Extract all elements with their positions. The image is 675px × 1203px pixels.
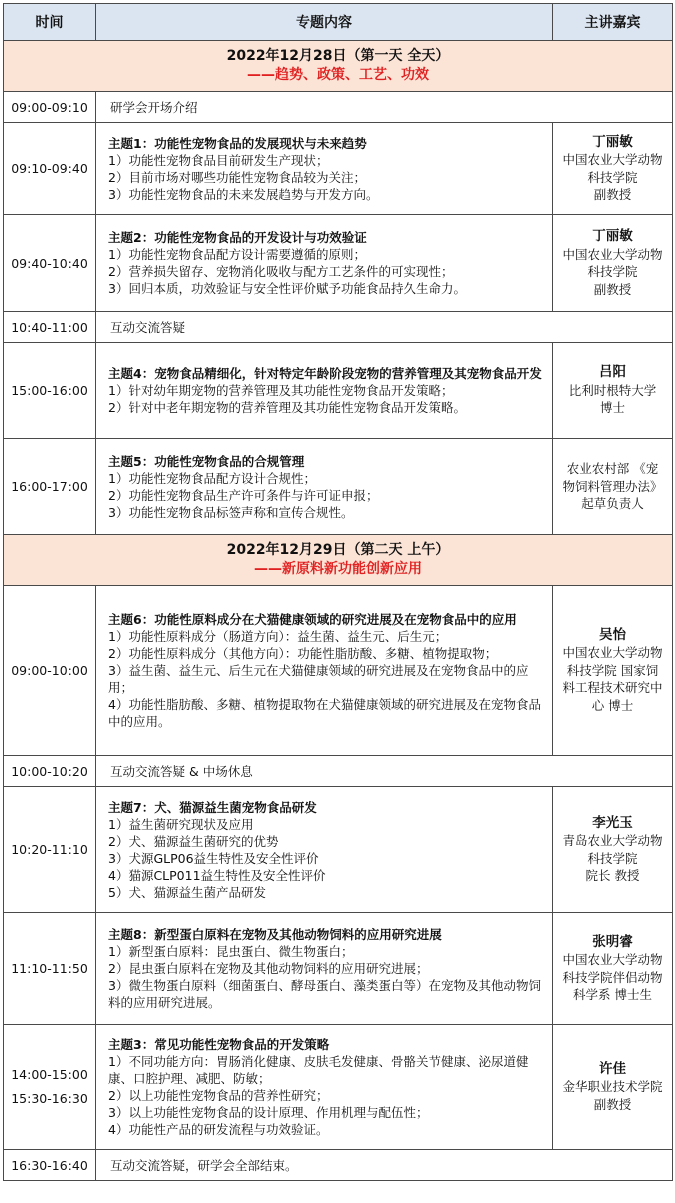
speaker-line: 科技学院伴侣动物 — [562, 969, 663, 985]
topic-title: 主题6：功能性原料成分在犬猫健康领域的研究进展及在宠物食品中的应用 — [108, 612, 517, 627]
speaker-line: 副教授 — [593, 187, 632, 202]
session-row — [4, 1150, 673, 1181]
session-row — [4, 343, 673, 439]
day1-banner — [4, 41, 673, 92]
day1-date: 2022年12月28日（第一天 全天） — [226, 48, 450, 64]
session-row — [4, 1025, 673, 1150]
session-time: 10:00-10:20 — [4, 756, 96, 787]
speaker-line: 物饲料管理办法》 — [562, 478, 663, 494]
agenda-table — [3, 3, 673, 1181]
topic-title: 主题3：常见功能性宠物食品的开发策略 — [108, 1037, 330, 1052]
session-row — [4, 312, 673, 343]
topic-item: 2）针对中老年期宠物的营养管理及其功能性宠物食品开发策略。 — [108, 400, 466, 415]
session-time: 09:40-10:40 — [4, 215, 96, 312]
speaker-cell — [553, 913, 673, 1025]
speaker-cell — [553, 1025, 673, 1150]
speaker-cell — [553, 586, 673, 756]
topic-item: 2）犬、猫源益生菌研究的优势 — [108, 833, 279, 849]
speaker-name: 丁丽敏 — [592, 133, 633, 150]
session-row — [4, 586, 673, 756]
topic-item: 3）回归本质，功效验证与安全性评价赋予功能食品持久生命力。 — [108, 281, 466, 296]
speaker-cell — [553, 215, 673, 312]
speaker-cell — [553, 343, 673, 439]
session-desc: 互动交流答疑 — [96, 312, 673, 343]
speaker-line: 中国农业大学动物 — [562, 645, 663, 661]
topic-cell — [96, 215, 553, 312]
speaker-name: 丁丽敏 — [592, 228, 633, 244]
speaker-line: 科技学院 — [587, 169, 638, 185]
topic-item: 4）功能性产品的研发流程与功效验证。 — [108, 1122, 329, 1137]
speaker-cell — [553, 439, 673, 535]
topic-item: 1）功能性宠物食品配方设计合规性； — [108, 470, 316, 486]
topic-cell — [96, 787, 553, 913]
topic-item: 4）功能性脂肪酸、多糖、植物提取物在犬猫健康领域的研究进展及在宠物食品中的应用。 — [108, 697, 541, 729]
topic-item: 1）功能性宠物食品配方设计需要遵循的原则； — [108, 247, 366, 262]
speaker-name: 张明睿 — [592, 933, 633, 950]
speaker-line: 科技学院 国家饲 — [566, 662, 659, 678]
topic-item: 2）目前市场对哪些功能性宠物食品较为关注； — [108, 169, 366, 185]
session-time: 15:30-16:30 — [11, 1091, 88, 1106]
topic-item: 1）不同功能方向：胃肠消化健康、皮肤毛发健康、骨骼关节健康、泌尿道健康、口腔护理、减肥、防敏； — [108, 1054, 529, 1086]
session-time: 09:00-09:10 — [4, 92, 96, 123]
topic-item: 3）以上功能性宠物食品的设计原理、作用机理与配伍性； — [108, 1105, 429, 1120]
topic-item: 3）功能性宠物食品的未来发展趋势与开发方向。 — [108, 186, 379, 202]
header-content: 专题内容 — [96, 4, 553, 41]
topic-title: 主题7：犬、猫源益生菌宠物食品研发 — [108, 799, 317, 815]
topic-cell — [96, 439, 553, 535]
speaker-line: 心 博士 — [591, 697, 634, 713]
topic-item: 2）昆虫蛋白原料在宠物及其他动物饲料的应用研究进展； — [108, 961, 429, 976]
topic-item: 4）猫源CLP011益生特性及安全性评价 — [108, 867, 326, 883]
topic-item: 1）益生菌研究现状及应用 — [108, 816, 254, 832]
session-desc: 互动交流答疑 & 中场休息 — [96, 756, 673, 787]
topic-cell — [96, 913, 553, 1025]
speaker-name: 李光玉 — [592, 814, 633, 831]
day1-theme: ——趋势、政策、工艺、功效 — [247, 67, 429, 83]
session-time: 09:10-09:40 — [4, 123, 96, 215]
session-row — [4, 123, 673, 215]
speaker-line: 中国农业大学动物 — [562, 152, 663, 167]
speaker-line: 料工程技术研究中 — [562, 680, 663, 696]
speaker-name: 吕阳 — [599, 364, 626, 381]
topic-item: 1）新型蛋白原料：昆虫蛋白、微生物蛋白； — [108, 944, 354, 959]
session-time-cell — [4, 1025, 96, 1150]
session-time: 16:00-17:00 — [4, 439, 96, 535]
topic-item: 1）功能性原料成分（肠道方向）：益生菌、益生元、后生元； — [108, 629, 448, 644]
speaker-line: 博士 — [599, 400, 625, 416]
speaker-cell — [553, 787, 673, 913]
topic-title: 主题8：新型蛋白原料在宠物及其他动物饲料的应用研究进展 — [108, 927, 442, 942]
session-row — [4, 215, 673, 312]
topic-title: 主题5：功能性宠物食品的合规管理 — [108, 453, 305, 469]
session-time: 10:20-11:10 — [4, 787, 96, 913]
topic-item: 2）以上功能性宠物食品的营养性研究； — [108, 1088, 329, 1103]
session-row — [4, 439, 673, 535]
topic-item: 3）功能性宠物食品标签声称和宣传合规性。 — [108, 504, 354, 520]
header-time: 时间 — [4, 4, 96, 41]
speaker-line: 比利时根特大学 — [568, 382, 657, 398]
header-row — [4, 4, 673, 41]
speaker-line: 副教授 — [593, 281, 632, 297]
topic-title: 主题4：宠物食品精细化，针对特定年龄阶段宠物的营养管理及其宠物食品开发 — [108, 366, 542, 381]
speaker-name: 许佳 — [599, 1060, 626, 1077]
session-desc: 研学会开场介绍 — [96, 92, 673, 123]
session-desc: 互动交流答疑，研学会全部结束。 — [96, 1150, 673, 1181]
speaker-line: 青岛农业大学动物 — [562, 833, 663, 848]
speaker-line: 科学系 博士生 — [573, 987, 652, 1002]
header-speaker: 主讲嘉宾 — [553, 4, 673, 41]
agenda — [3, 3, 672, 1181]
day2-date: 2022年12月29日（第二天 上午） — [226, 542, 450, 558]
session-row — [4, 756, 673, 787]
topic-item: 3）微生物蛋白原料（细菌蛋白、酵母蛋白、藻类蛋白等）在宠物及其他动物饲料的应用研究进展。 — [108, 978, 541, 1010]
topic-item: 1）针对幼年期宠物的营养管理及其功能性宠物食品开发策略； — [108, 383, 454, 398]
day2-banner — [4, 535, 673, 586]
speaker-line: 金华职业技术学院 — [562, 1079, 663, 1095]
speaker-line: 起草负责人 — [581, 496, 644, 512]
topic-item: 1）功能性宠物食品目前研发生产现状； — [108, 152, 329, 168]
topic-cell — [96, 123, 553, 215]
topic-item: 2）功能性原料成分（其他方向）：功能性脂肪酸、多糖、植物提取物； — [108, 646, 498, 661]
speaker-line: 科技学院 — [587, 850, 638, 866]
session-time: 09:00-10:00 — [4, 586, 96, 756]
speaker-line: 中国农业大学动物 — [562, 952, 663, 967]
topic-cell — [96, 343, 553, 439]
speaker-line: 农业农村部 《宠 — [566, 461, 659, 477]
speaker-line: 中国农业大学动物 — [562, 246, 663, 262]
topic-item: 3）犬源GLP06益生特性及安全性评价 — [108, 850, 319, 866]
topic-cell — [96, 586, 553, 756]
speaker-line: 副教授 — [593, 1096, 632, 1112]
session-row — [4, 92, 673, 123]
topic-cell — [96, 1025, 553, 1150]
topic-title: 主题1：功能性宠物食品的发展现状与未来趋势 — [108, 135, 367, 151]
session-time: 14:00-15:00 — [11, 1067, 88, 1082]
session-time: 15:00-16:00 — [4, 343, 96, 439]
topic-item: 2）营养损失留存、宠物消化吸收与配方工艺条件的可实现性； — [108, 264, 454, 279]
session-time: 11:10-11:50 — [4, 913, 96, 1025]
session-time: 10:40-11:00 — [4, 312, 96, 343]
speaker-cell — [553, 123, 673, 215]
topic-item: 3）益生菌、益生元、后生元在犬猫健康领域的研究进展及在宠物食品中的应用； — [108, 663, 529, 695]
topic-item: 5）犬、猫源益生菌产品研发 — [108, 884, 266, 900]
topic-title: 主题2：功能性宠物食品的开发设计与功效验证 — [108, 230, 367, 245]
topic-item: 2）功能性宠物食品生产许可条件与许可证申报； — [108, 487, 379, 503]
session-row — [4, 913, 673, 1025]
speaker-line: 院长 教授 — [585, 868, 640, 883]
day2-theme: ——新原料新功能创新应用 — [254, 561, 422, 577]
session-row — [4, 787, 673, 913]
session-time: 16:30-16:40 — [4, 1150, 96, 1181]
speaker-name: 吴怡 — [599, 626, 626, 643]
speaker-line: 科技学院 — [587, 264, 638, 279]
